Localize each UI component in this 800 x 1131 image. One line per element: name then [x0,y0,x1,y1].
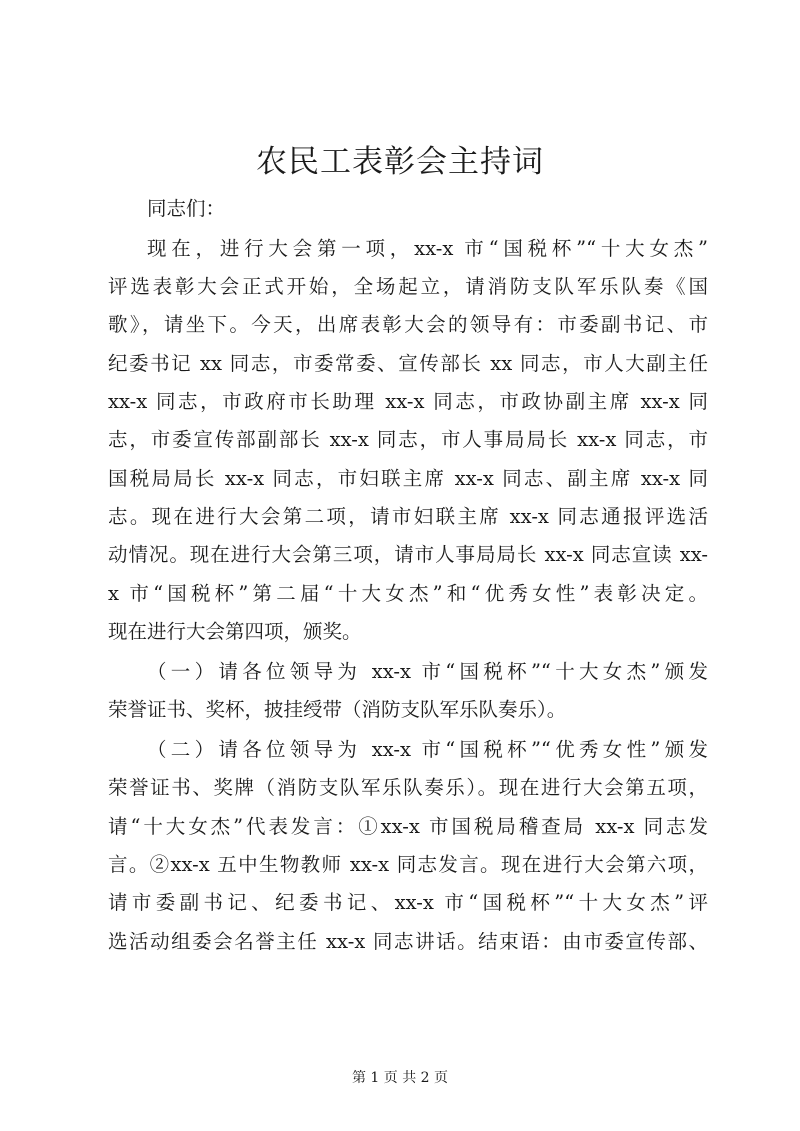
body-line: 纪委书记 xx 同志，市委常委、宣传部长 xx 同志，市人大副主任 [108,352,708,375]
body-line: 国税局局长 xx-x 同志，市妇联主席 xx-x 同志、副主席 xx-x 同 [108,467,708,490]
body-line: 现在，进行大会第一项，xx-x 市“国税杯”“十大女杰” [147,237,708,260]
body-line: （二）请各位领导为 xx-x 市“国税杯”“优秀女性”颁发 [147,738,708,761]
salutation: 同志们： [147,197,226,220]
body-line: 请市委副书记、纪委书记、xx-x 市“国税杯”“十大女杰”评 [108,891,708,914]
body-line: 荣誉证书、奖杯，披挂绶带（消防支队军乐队奏乐）。 [108,698,567,721]
page-footer: 第 1 页 共 2 页 [351,1070,449,1086]
body-line: 歌》，请坐下。今天，出席表彰大会的领导有：市委副书记、市 [108,313,708,336]
body-line: 评选表彰大会正式开始，全场起立，请消防支队军乐队奏《国 [108,275,708,298]
body-line: 言。②xx-x 五中生物教师 xx-x 同志发言。现在进行大会第六项， [108,853,708,876]
body-line: xx-x 同志，市政府市长助理 xx-x 同志，市政协副主席 xx-x 同 [108,390,708,413]
body-line: 荣誉证书、奖牌（消防支队军乐队奏乐）。现在进行大会第五项， [108,776,708,799]
body-line: 志，市委宣传部副部长 xx-x 同志，市人事局局长 xx-x 同志，市 [108,428,708,451]
body-line: 选活动组委会名誉主任 xx-x 同志讲话。结束语：由市委宣传部、 [108,930,708,953]
body-line: 动情况。现在进行大会第三项，请市人事局局长 xx-x 同志宣读 xx- [108,543,708,566]
body-line: 志。现在进行大会第二项，请市妇联主席 xx-x 同志通报评选活 [108,505,708,528]
body-line: 请“十大女杰”代表发言：①xx-x 市国税局稽查局 xx-x 同志发 [108,815,708,838]
body-line: 现在进行大会第四项，颁奖。 [108,620,362,643]
body-line: （一）请各位领导为 xx-x 市“国税杯”“十大女杰”颁发 [147,660,708,683]
body-line: x 市“国税杯”第二届“十大女杰”和“优秀女性”表彰决定。 [108,582,708,605]
document-title: 农民工表彰会主持词 [256,144,544,180]
